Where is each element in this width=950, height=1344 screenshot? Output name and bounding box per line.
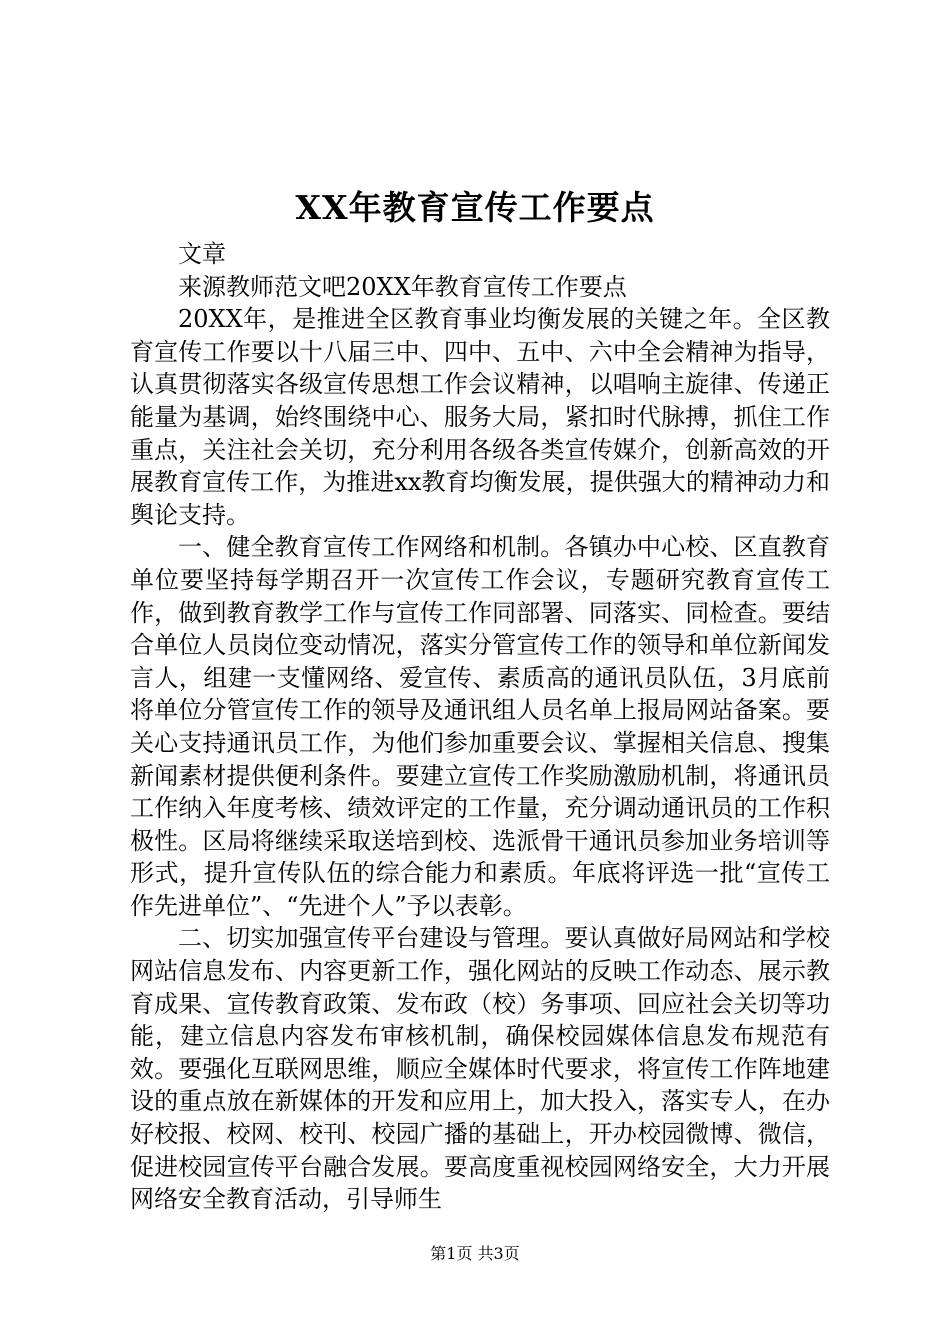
paragraph-article-label: 文章: [178, 240, 226, 268]
document-body: [130, 238, 830, 1216]
paragraph-section-one: 一、健全教育宣传工作网络和机制。各镇办中心校、区直教育单位要坚持每学期召开一次宣传工作会议，专题研究教育宣传工作，做到教育教学工作与宣传工作同部署、同落实、同检查。要结合单位人员岗位变动情况，落实分管宣传工作的领导和单位新闻发言人，组建一支懂网络、爱宣传、素质高的通讯员队伍，3月底前将单位分管宣传工作的领导及通讯组人员名单上报局网站备案。要关心支持通讯员工作，为他们参加重要会议、掌握相关信息、搜集新闻素材提供便利条件。要建立宣传工作奖励激励机制，将通讯员工作纳入年度考核、绩效评定的工作量，充分调动通讯员的工作积极性。区局将继续采取送培到校、选派骨干通讯员参加业务培训等形式，提升宣传队伍的综合能力和素质。年底将评选一批“宣传工作先进单位”、“先进个人”予以表彰。: [130, 533, 830, 920]
page-footer: 第1页 共3页: [430, 1244, 520, 1263]
paragraph-intro: 20XX年，是推进全区教育事业均衡发展的关键之年。全区教育宣传工作要以十八届三中、四中、五中、六中全会精神为指导，认真贯彻落实各级宣传思想工作会议精神，以唱响主旋律、传递正能量为基调，始终围绕中心、服务大局，紧扣时代脉搏，抓住工作重点，关注社会关切，充分利用各级各类宣传媒介，创新高效的开展教育宣传工作，为推进xx教育均衡发展，提供强大的精神动力和舆论支持。: [130, 305, 830, 529]
document-title: XX年教育宣传工作要点: [295, 188, 655, 227]
paragraph-source-line: 来源教师范文吧20XX年教育宣传工作要点: [178, 272, 627, 301]
paragraph-section-two: 二、切实加强宣传平台建设与管理。要认真做好局网站和学校网站信息发布、内容更新工作，强化网站的反映工作动态、展示教育成果、宣传教育政策、发布政（校）务事项、回应社会关切等功能，建立信息内容发布审核机制，确保校园媒体信息发布规范有效。要强化互联网思维，顺应全媒体时代要求，将宣传工作阵地建设的重点放在新媒体的开发和应用上，加大投入，落实专人，在办好校报、校网、校刊、校园广播的基础上，开办校园微博、微信，促进校园宣传平台融合发展。要高度重视校园网络安全，大力开展网络安全教育活动，引导师生: [130, 924, 830, 1214]
